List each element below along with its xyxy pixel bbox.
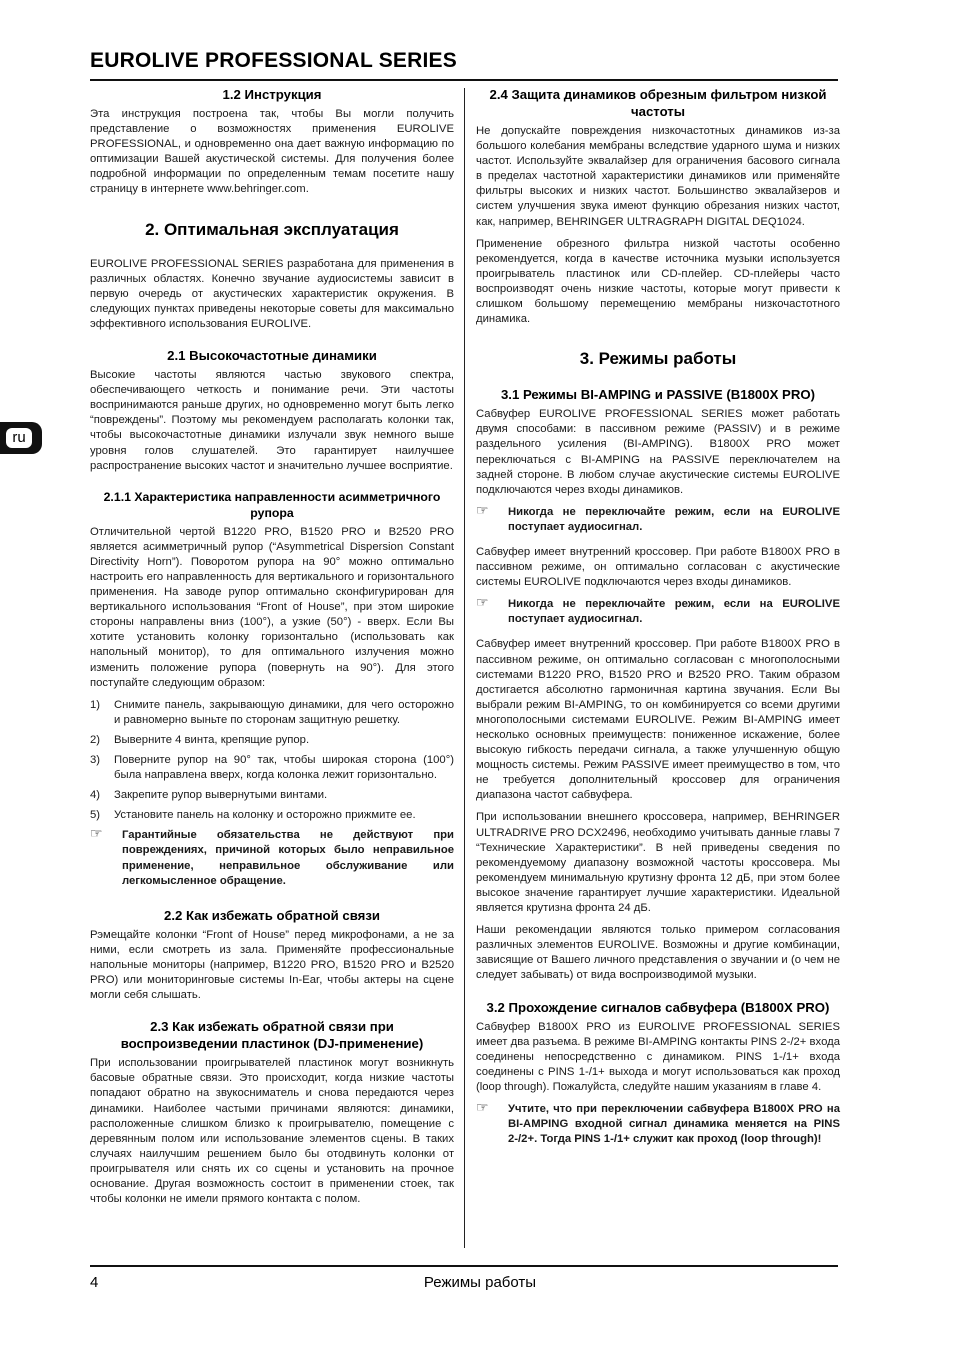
section-2-1-1-steps [90,698,454,824]
section-2-3-title: 2.3 Как избежать обратной связи при воспроизведении пластинок (DJ-применение) [120,1019,424,1052]
pointing-hand-icon: ☞ [476,501,489,518]
section-2-4-paragraph-1: Не допускайте повреждения низкочастотных динамиков из-за большого колебания мембраны вследствие ударного шума и низких частот. Используйте эквалайзер для ограничения басового сигнала в пределах частотной характеристики динамиков или применяйте фильтры высоких и низких частот. Большинство эквалайзеров и систем улучшения звука имеют функцию обрезания низких частот, как, например, BEHRINGER ULTRAGRAPH DIGITAL DEQ1024. [476,125,840,228]
section-2-4-paragraph-2: Применение обрезного фильтра низкой частоты особенно рекомендуется, когда в качестве источника музыки используется проигрыватель пластинок или CD-плейер. CD-плейеры часто воспроизводят очень низкие частоты, которые могут привести к слишком большому перемещению мембраны низкочастотного динамика. [476,237,840,326]
header-rule [90,79,838,81]
pointing-hand-icon: ☞ [476,1098,489,1115]
footer-rule [90,1265,838,1267]
page-header-title: EUROLIVE PROFESSIONAL SERIES [90,49,457,72]
section-3-1-title: 3.1 Режимы BI-AMPING и PASSIVE (B1800X PRO) [500,387,816,403]
section-1-2-title: 1.2 Инструкция [222,87,322,102]
right-column [476,86,840,1157]
section-2-paragraph: EUROLIVE PROFESSIONAL SERIES разработана для применения в различных областях. Конечно звучание аудиосистемы зависит в первую очередь от акустических характеристик окружения. В следующих пунктах приведены некоторые советы для максимально эффективного использования EUROLIVE. [90,257,454,330]
section-2-2-title: 2.2 Как избежать обратной связи [164,907,380,923]
language-tab-label: ru [6,428,32,448]
section-2-title: 2. Оптимальная эксплуатация [145,219,399,239]
section-3-1-paragraph-5: Наши рекомендации являются только примером согласования различных элементов EUROLIVE. Возможны и другие комбинации, зависящие от Вашего личного представления о звучании и (о чем не следует забывать) от вида воспроизводимой музыки. [476,924,840,982]
mode-switch-note-1-text: Никогда не переключайте режим, если на EUROLIVE поступает аудиосигнал. [508,505,840,533]
section-3-1-paragraph-1: Сабвуфер EUROLIVE PROFESSIONAL SERIES может работать двумя способами: в пассивном режиме (PASSIV) и в режиме раздельного усиления (BI-AMPING). B1800X PRO может переключаться с BI-AMPING на PASSIVE переключателем на задней стороне. В любом случае акустические системы EUROLIVE подключаются через входы динамиков. [476,408,840,496]
section-3-2-paragraph: Сабвуфер B1800X PRO из EUROLIVE PROFESSIONAL SERIES имеет два разъема. В режиме BI-AMPING контакты PINS 2-/2+ входа соединены непосредственно с динамиком. PINS 1-/1+ входа соединены с PINS 1-/1+ выхода и могут использоваться как проход (loop through). Пожалуйста, следуйте нашим указаниям в главе 4. [476,1020,840,1093]
section-3-1-paragraph-3: Сабвуфер имеет внутренний кроссовер. При работе B1800X PRO в пассивном режиме, он оптимально согласован с многополосными системами B1220 PRO, B1520 PRO и B2520 PRO. Таким образом достигается абсолютно гармоничная картина звучания. Если Вы выбрали режим BI-AMPING, то он комбинируется со всеми другими многополосными системами EUROLIVE. Режим BI-AMPING имеет несколько основных преимуществ: пониженное искажение, более высокую гибкость передачи сигнала, а также улучшенную общую мощность системы. Режим PASSIVE имеет преимущество в том, что не требуется дополнительный кроссовер для ограничения диапазона частот сабвуфера. [476,638,840,802]
section-3-1-paragraph-4: При использовании внешнего кроссовера, например, BEHRINGER ULTRADRIVE PRO DCX2496, необходимо учитывать данные главы 7 “Технические Характеристики”. В ней приведены сведения по рекомендуемому диапазону возможной частоты кроссовера. Мы рекомендуем минимальную крутизну фронта 12 дБ, при этом более высокое значение гарантирует лучшие характеристики. Идеальной является крутизна фронта 24 дБ. [476,811,840,915]
mode-switch-note-2-text: Никогда не переключайте режим, если на EUROLIVE поступает аудиосигнал. [508,598,840,626]
section-2-2-paragraph: Рэмещайте колонки “Front of House” перед микрофонами, а не за ними, если смотреть из зала. Применяйте профессиональные напольные мониторы (например, B1220 PRO, B1520 PRO и B2520 PRO) или мониторинговые системы In-Ear, чтобы актеры на сцене могли себя слышать. [90,928,454,1002]
pointing-hand-icon: ☞ [476,594,489,611]
section-3-1-paragraph-2: Сабвуфер имеет внутренний кроссовер. При работе B1800X PRO в пассивном режиме, он оптимально согласован с акустические системы EUROLIVE подключаются через входы динамиков. [476,545,840,589]
step-item: 2) Выверните 4 винта, крепящие рупор. [90,733,310,746]
step-item: 5) Установите панель на колонку и осторожно прижмите ее. [90,809,416,822]
step-item: 4) Закрепите рупор вывернутыми винтами. [90,789,328,802]
mode-switch-note-2 [476,594,840,627]
warranty-note-text: Гарантийные обязательства не действуют при повреждениях, причиной которых было неправильное применение, неправильное обслуживание или легкомысленное обращение. [122,829,454,887]
signal-routing-note-text: Учтите, что при переключении сабвуфера B1800X PRO на BI-AMPING входной сигнал динамика меняется на PINS 2-/2+. Тогда PINS 1-/1+ служит как проход (loop through)! [508,1102,840,1146]
step-item: 1) Снимите панель, закрывающую динамики, для чего осторожно и равномерно выньте по сторонам защитную решетку. [90,698,454,726]
section-2-4-title: 2.4 Защита динамиков обрезным фильтром низкой частоты [489,87,827,119]
section-2-1-paragraph: Высокие частоты являются частью звукового спектра, обеспечивающего четкость и понимание речи. Эти частоты воспринимаются раньше других, но одновременно могут быть легко “повреждены”. Поэтому мы рекомендуем располагать колонки так, чтобы высокочастотные динамики излучали звук немного выше уровня голов слушателей. Это гарантирует наилучшее распространение высоких частот и значительно лучшее восприятие. [90,369,454,472]
warranty-note [90,825,454,888]
footer-chapter-title: Режимы работы [423,1274,537,1291]
section-2-1-title: 2.1 Высокочастотные динамики [167,348,377,364]
mode-switch-note-1 [476,501,840,535]
section-2-3-paragraph: При использовании проигрывателей пластинок могут возникнуть басовые обратные связи. Это происходит, когда низкие частоты попадают обратно на звукосниматель и снова передаются через динамики. Наиболее частыми причинами являются: динамики, расположенные слишком близко к проигрывателю, помещение с деревянным полом или использование элементов сцены. В таких случаях наилучшим решением было бы отодвинуть колонки от проигрывателя или снять их со сцены и установить на прочное основание. Другая возможность состоит в применении стоек, так чтобы колонки не имели прямого контакта с полом. [90,1057,454,1206]
column-divider [464,88,465,1248]
section-2-1-1-title: 2.1.1 Характеристика направленности асимметричного рупора [103,489,441,520]
section-3-2-title: 3.2 Прохождение сигналов сабвуфера (B1800X PRO) [486,999,830,1015]
pointing-hand-icon: ☞ [90,825,103,842]
left-column [90,86,454,1214]
page-number: 4 [90,1274,99,1291]
signal-routing-note [476,1098,840,1147]
language-tab [0,422,42,454]
section-3-title: 3. Режимы работы [579,349,737,369]
step-item: 3) Поверните рупор на 90° так, чтобы широкая сторона (100°) была направлена вверх, когда колонка лежит горизонтально. [90,754,454,782]
section-2-1-1-paragraph: Отличительной чертой B1220 PRO, B1520 PRO и B2520 PRO является асимметричный рупор (“Asymmetrical Dispersion Constant Directivity Horn”). Поворотом рупора на 90° можно оптимально настроить его направленность для вертикального и горизонтального применения. На заводе рупор оптимально сконфигурирован для вертикального использования “Front of House”, при этом широкие стороны направлены вниз (100°), а узкие (50°) - вверх. Если Вы хотите установить колонку горизонтально (использовать как напольный монитор), то для оптимального излучения можно изменить положение рупора (повернуть на 90°). Для этого поступайте следующим образом: [90,525,454,689]
section-1-2-paragraph: Эта инструкция построена так, чтобы Вы могли получить представление о возможностях применения EUROLIVE PROFESSIONAL, и одновременно она дает важную информацию по оптимизации Вашей акустической системы. Для получения более подробной информации по определенным темам посетите нашу страницу в интернете www.behringer.com. [90,108,454,196]
